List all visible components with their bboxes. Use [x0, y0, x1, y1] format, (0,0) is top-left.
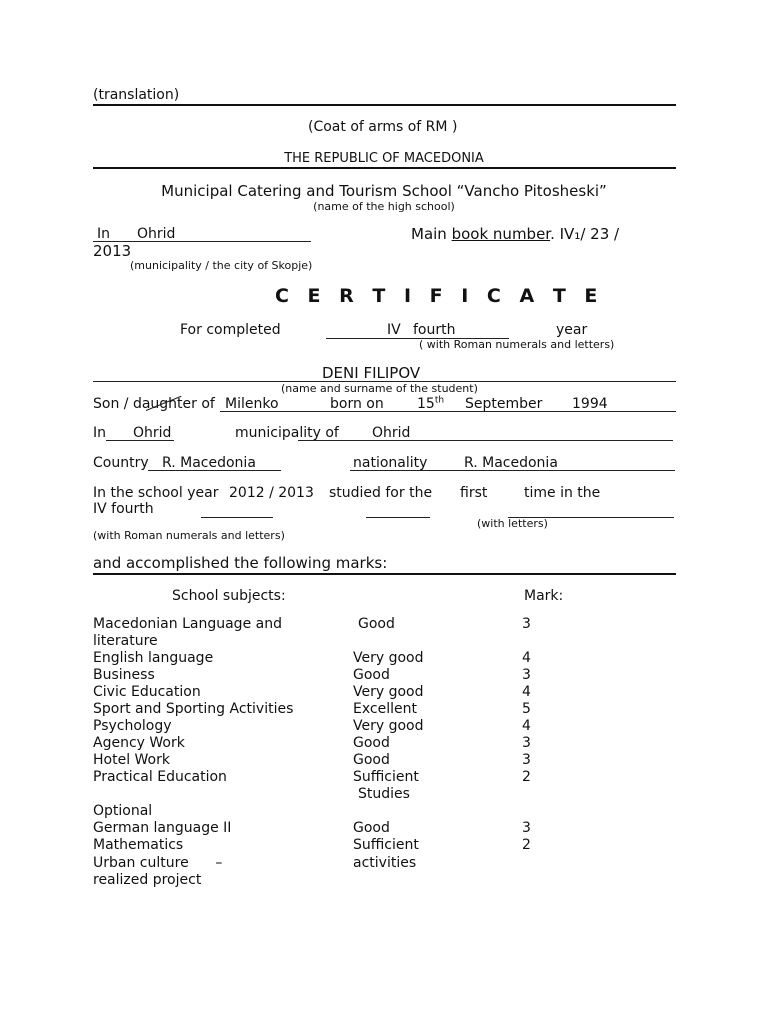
subject-name: Psychology — [93, 718, 172, 734]
subject-mark: 5 — [522, 701, 531, 717]
subject-grade: Excellent — [353, 701, 417, 717]
school-caption: (name of the high school) — [313, 200, 455, 213]
optional-subject-grade: Good — [353, 820, 390, 836]
subject-mark: 3 — [522, 752, 531, 768]
studied-label: studied for the — [329, 485, 433, 501]
city2-underline — [106, 440, 174, 441]
name-caption: (name and surname of the student) — [281, 382, 478, 395]
subject-name-cont: literature — [93, 633, 158, 649]
municipality-label: municipality of — [235, 425, 339, 441]
year-label: year — [556, 322, 588, 338]
marks-intro: and accomplished the following marks: — [93, 554, 388, 572]
optional-subject-grade: Sufficient — [353, 837, 419, 853]
book-label — [411, 226, 619, 243]
born-day-suffix: th — [434, 395, 445, 406]
year-underline-2 — [366, 517, 430, 518]
subject-grade: Very good — [353, 718, 424, 734]
book-number-value: . IV₁/ 23 / — [550, 225, 620, 243]
in-label: In — [97, 226, 111, 242]
subject-name: Civic Education — [93, 684, 201, 700]
subject-name: Agency Work — [93, 735, 185, 751]
subjects-header: School subjects: — [172, 588, 286, 604]
subject-name: Business — [93, 667, 155, 683]
subject-grade: Good — [353, 667, 390, 683]
mark-header: Mark: — [524, 588, 564, 604]
coat-of-arms: (Coat of arms of RM ) — [308, 119, 458, 135]
subject-mark: 4 — [522, 684, 531, 700]
born-day-number: 15 — [417, 396, 435, 412]
nationality-label: nationality — [353, 455, 428, 471]
subject-grade: Good — [353, 752, 390, 768]
book-year: 2013 — [93, 242, 132, 260]
times-value: first — [460, 485, 488, 501]
in-city-label: In — [93, 425, 107, 441]
subject-mark: 3 — [522, 616, 531, 632]
completed-caption: ( with Roman numerals and letters) — [419, 338, 615, 351]
studies-label: Studies — [358, 786, 410, 802]
student-name: DENI FILIPOV — [322, 364, 421, 382]
subject-grade: Good — [353, 735, 390, 751]
nationality-value: R. Macedonia — [464, 455, 558, 471]
republic-title: THE REPUBLIC OF MACEDONIA — [284, 151, 484, 166]
school-name: Municipal Catering and Tourism School “Vancho Pitosheski” — [161, 182, 607, 200]
subject-mark: 2 — [522, 769, 531, 785]
time-label: time in the — [524, 485, 601, 501]
translation-note: (translation) — [93, 87, 180, 103]
letters-caption: (with letters) — [477, 517, 548, 530]
optional-subject-name: German language II — [93, 820, 232, 836]
country-label: Country — [93, 455, 149, 471]
book-number-label: book number — [451, 225, 551, 243]
subject-mark: 4 — [522, 718, 531, 734]
optional-subject-mark: 2 — [522, 837, 531, 853]
optional-label: Optional — [93, 803, 153, 819]
school-year-label: In the school year — [93, 485, 219, 501]
optional-subject-grade: activities — [353, 855, 417, 871]
subject-grade: Very good — [353, 650, 424, 666]
municipality-value: Ohrid — [372, 425, 411, 441]
grade-word: fourth — [413, 322, 456, 338]
location-caption: (municipality / the city of Skopje) — [130, 259, 313, 272]
born-label: born on — [330, 396, 384, 412]
subject-mark: 4 — [522, 650, 531, 666]
book-main-label: Main — [411, 225, 447, 243]
certificate-title: C E R T I F I C A T E — [275, 285, 604, 307]
marks-rule — [93, 573, 676, 575]
completed-label: For completed — [180, 322, 281, 338]
subject-name: Sport and Sporting Activities — [93, 701, 294, 717]
parent-name: Milenko — [225, 396, 279, 412]
nationality-underline — [350, 470, 675, 471]
subject-grade: Very good — [353, 684, 424, 700]
birth-underline — [220, 411, 676, 412]
country-underline — [148, 470, 281, 471]
born-year: 1994 — [572, 396, 608, 412]
country-value: R. Macedonia — [162, 455, 256, 471]
optional-subject-name-cont: realized project — [93, 872, 202, 888]
location-city: Ohrid — [137, 226, 176, 242]
born-month: September — [465, 396, 543, 412]
subject-mark: 3 — [522, 735, 531, 751]
school-year-value: 2012 / 2013 — [229, 485, 314, 501]
son-label: Son / daughter of — [93, 396, 215, 412]
subject-mark: 3 — [522, 667, 531, 683]
optional-subject-name: Mathematics — [93, 837, 184, 853]
subject-grade: Good — [358, 616, 395, 632]
subject-name: Macedonian Language and — [93, 616, 282, 632]
subject-name: Hotel Work — [93, 752, 170, 768]
grade-roman: IV — [387, 322, 401, 338]
optional-subject-mark: 3 — [522, 820, 531, 836]
republic-rule — [93, 167, 676, 169]
student-city: Ohrid — [133, 425, 172, 441]
subject-name: Practical Education — [93, 769, 227, 785]
roman-caption: (with Roman numerals and letters) — [93, 529, 285, 542]
top-rule — [93, 104, 676, 106]
year-underline-1 — [201, 517, 273, 518]
municipality-underline — [298, 440, 673, 441]
subject-name: English language — [93, 650, 214, 666]
grade-fourth: IV fourth — [93, 501, 154, 517]
optional-subject-name: Urban culture – — [93, 855, 223, 871]
subject-grade: Sufficient — [353, 769, 419, 785]
